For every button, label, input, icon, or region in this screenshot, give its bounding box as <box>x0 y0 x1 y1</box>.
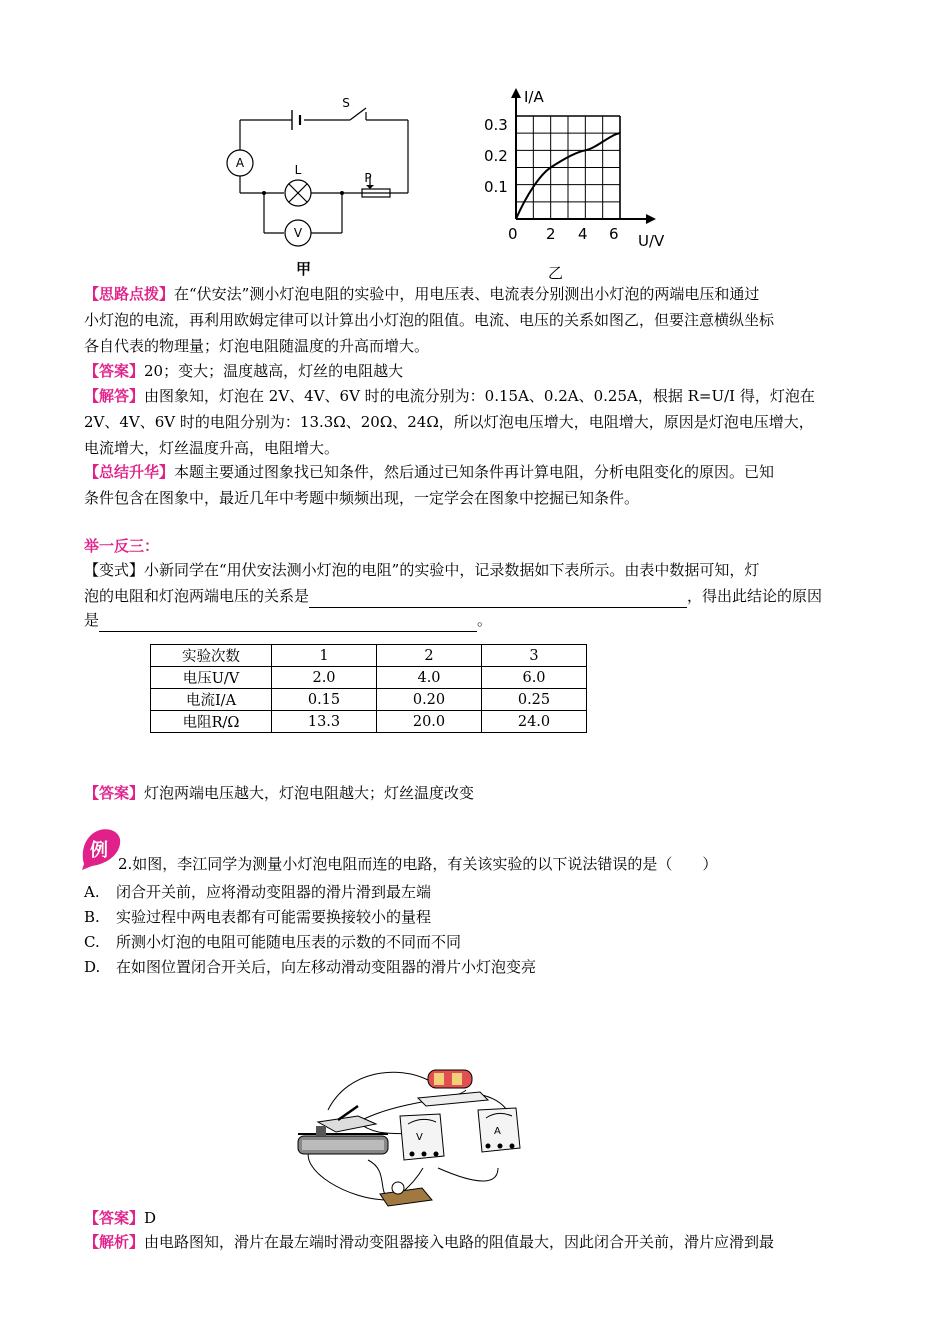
variant-text-2b: ，得出此结论的原因 <box>687 587 823 605</box>
explain-tag: 【解答】 <box>84 387 145 405</box>
table-header-cell: 1 <box>272 645 377 667</box>
example-analysis-tag: 【解析】 <box>84 1233 145 1251</box>
variant-line-2 <box>84 584 822 608</box>
x-tick-4: 4 <box>578 225 588 243</box>
explain-line-1 <box>84 384 815 408</box>
table-row <box>151 689 587 711</box>
ammeter-symbol: A <box>235 156 245 170</box>
variant-answer-line <box>84 781 474 805</box>
table-cell: 4.0 <box>377 667 482 689</box>
slider-label: P <box>364 171 372 185</box>
explain-text-1: 由图象知，灯泡在 2V、4V、6V 时的电流分别为：0.15A、0.2A、0.25A，根据 R=U/I 得，灯泡在 <box>144 387 815 405</box>
variant-answer-tag: 【答案】 <box>84 784 145 802</box>
option-text: 在如图位置闭合开关后，向左移动滑动变阻器的滑片小灯泡变亮 <box>116 958 537 976</box>
table-header-row <box>151 645 587 667</box>
option-c[interactable] <box>84 930 461 954</box>
table-row <box>151 667 587 689</box>
option-text: 实验过程中两电表都有可能需要换接较小的量程 <box>116 908 432 926</box>
summary-text-1: 本题主要通过图象找已知条件，然后通过已知条件再计算电阻，分析电阻变化的原因。已知 <box>174 463 775 481</box>
graph-grid <box>516 116 620 219</box>
y-tick-0-2: 0.2 <box>484 147 508 165</box>
table-header-cell: 2 <box>377 645 482 667</box>
table-cell: 0.25 <box>482 689 587 711</box>
table-cell: 13.3 <box>272 711 377 733</box>
answer-line-1 <box>84 359 403 383</box>
switch-label: S <box>342 96 350 110</box>
example-answer-tag: 【答案】 <box>84 1209 145 1227</box>
table-cell: 20.0 <box>377 711 482 733</box>
option-letter: A. <box>84 883 100 901</box>
x-tick-6: 6 <box>609 225 619 243</box>
figure-label-yi: 乙 <box>548 264 564 282</box>
explain-line-2: 2V、4V、6V 时的电阻分别为：13.3Ω、20Ω、24Ω，所以灯泡电压增大，电阻增大，原因是灯泡电压增大， <box>84 413 814 431</box>
y-tick-0-3: 0.3 <box>484 116 508 134</box>
variant-text-3b: 。 <box>477 611 493 629</box>
figure-label-jia: 甲 <box>296 260 312 278</box>
practice-heading: 举一反三： <box>84 537 160 555</box>
photo-voltmeter-label: V <box>416 1132 423 1143</box>
current-voltage-graph <box>480 84 690 284</box>
answer-tag: 【答案】 <box>84 362 145 380</box>
variant-line-3 <box>84 608 492 632</box>
option-a[interactable] <box>84 880 431 904</box>
summary-tag: 【总结升华】 <box>84 463 175 481</box>
option-letter: C. <box>84 933 100 951</box>
thinking-text-1: 在“伏安法”测小灯泡电阻的实验中，用电压表、电流表分别测出小灯泡的两端电压和通过 <box>174 285 760 303</box>
option-letter: D. <box>84 958 101 976</box>
table-row <box>151 711 587 733</box>
summary-line-1 <box>84 460 774 484</box>
y-axis-label: I/A <box>524 88 544 106</box>
lamp-label: L <box>294 163 302 177</box>
variant-text-1: 小新同学在“用伏安法测小灯泡的电阻”的实验中，记录数据如下表所示。由表中数据可知，灯 <box>144 561 760 579</box>
variant-text-3a: 是 <box>84 611 100 629</box>
table-cell: 电压U/V <box>151 667 272 689</box>
thinking-line-3: 各自代表的物理量；灯泡电阻随温度的升高而增大。 <box>84 337 430 355</box>
table-header-cell: 3 <box>482 645 587 667</box>
option-text: 所测小灯泡的电阻可能随电压表的示数的不同而不同 <box>116 933 462 951</box>
thinking-tag: 【思路点拨】 <box>84 285 175 303</box>
circuit-diagram <box>220 88 420 278</box>
table-cell: 电阻R/Ω <box>151 711 272 733</box>
variant-line-1 <box>84 558 759 582</box>
table-header-cell: 实验次数 <box>151 645 272 667</box>
x-tick-0: 0 <box>508 225 518 243</box>
example-analysis-text: 由电路图知，滑片在最左端时滑动变阻器接入电路的阻值最大，因此闭合开关前，滑片应滑到最 <box>144 1233 775 1251</box>
voltmeter-symbol: V <box>293 226 303 240</box>
variant-text-2a: 泡的电阻和灯泡两端电压的关系是 <box>84 587 310 605</box>
option-d[interactable] <box>84 955 536 979</box>
table-cell: 2.0 <box>272 667 377 689</box>
example-question: 2.如图，李江同学为测量小灯泡电阻而连的电路，有关该实验的以下说法错误的是（ ） <box>118 855 718 873</box>
data-table <box>150 644 587 733</box>
table-cell: 电流I/A <box>151 689 272 711</box>
answer-text: 20；变大；温度越高，灯丝的电阻越大 <box>144 362 404 380</box>
option-text: 闭合开关前，应将滑动变阻器的滑片滑到最左端 <box>116 883 432 901</box>
option-letter: B. <box>84 908 100 926</box>
answer-blank-2[interactable] <box>99 631 477 632</box>
table-cell: 0.20 <box>377 689 482 711</box>
x-axis-label: U/V <box>638 232 665 250</box>
y-tick-0-1: 0.1 <box>484 178 508 196</box>
x-tick-2: 2 <box>546 225 556 243</box>
example-analysis-line <box>84 1230 774 1254</box>
example-answer-text: D <box>144 1209 157 1227</box>
apparatus-photo <box>288 1060 538 1210</box>
explain-line-3: 电流增大，灯丝温度升高，电阻增大。 <box>84 439 340 457</box>
table-cell: 6.0 <box>482 667 587 689</box>
variant-answer-text: 灯泡两端电压越大，灯泡电阻越大；灯丝温度改变 <box>144 784 475 802</box>
thinking-line-1 <box>84 282 759 306</box>
example-badge-text: 例 <box>90 840 108 861</box>
thinking-line-2: 小灯泡的电流，再利用欧姆定律可以计算出小灯泡的阻值。电流、电压的关系如图乙，但要注意横纵坐标 <box>84 311 775 329</box>
variant-tag: 【变式】 <box>84 561 145 579</box>
summary-line-2: 条件包含在图象中，最近几年中考题中频频出现，一定学会在图象中挖掘已知条件。 <box>84 489 640 507</box>
table-cell: 24.0 <box>482 711 587 733</box>
table-cell: 0.15 <box>272 689 377 711</box>
example-answer-line <box>84 1206 156 1230</box>
photo-ammeter-label: A <box>494 1126 501 1137</box>
option-b[interactable] <box>84 905 431 929</box>
